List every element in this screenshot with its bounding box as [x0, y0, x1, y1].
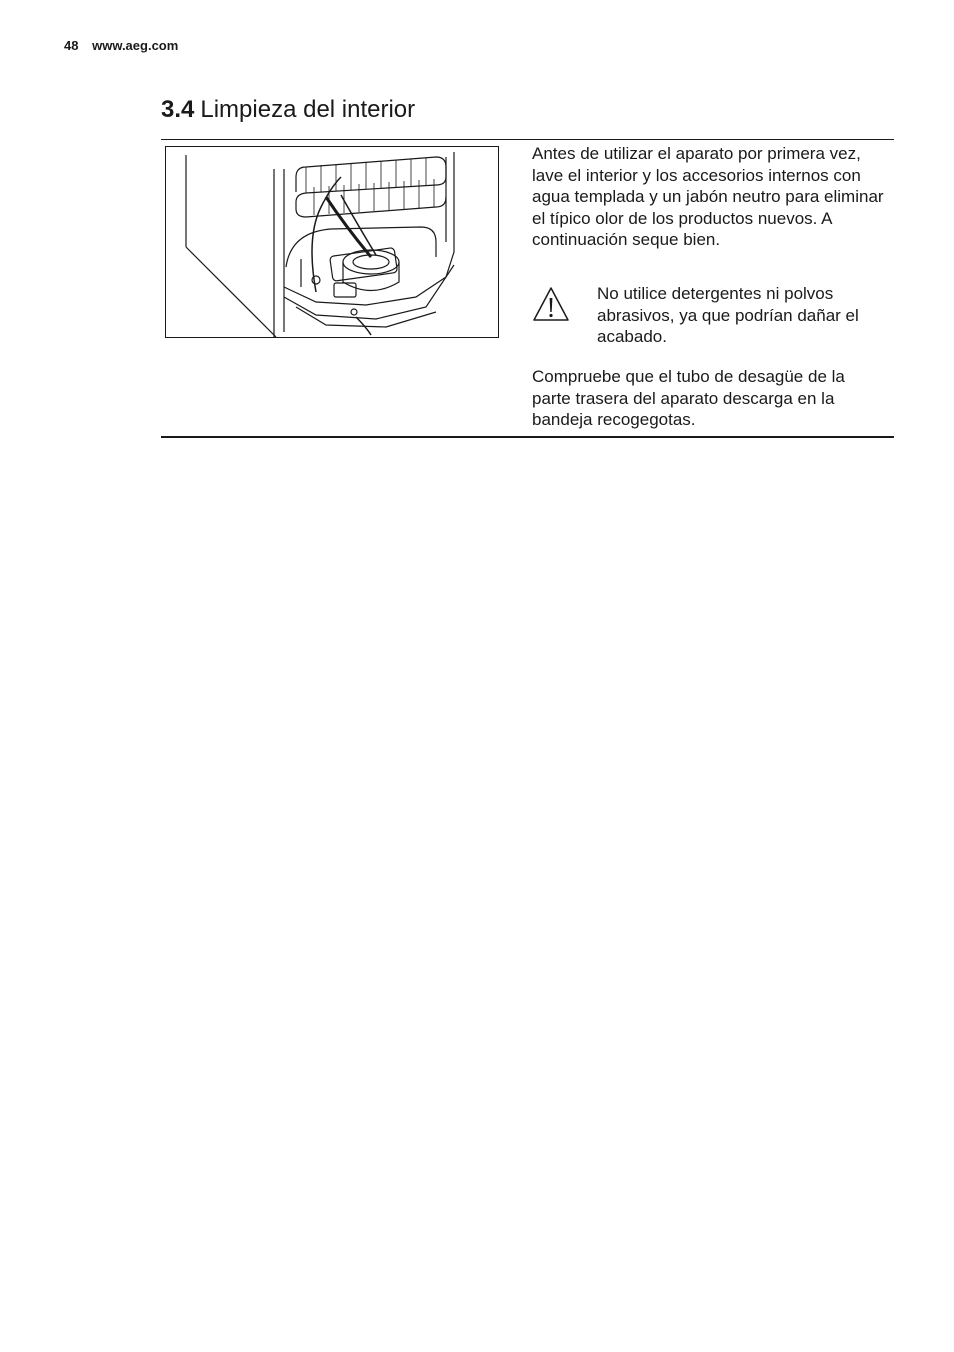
- drain-check-paragraph: Compruebe que el tubo de desagüe de la parte trasera del aparato descarga en la bandeja recogegotas.: [532, 367, 845, 429]
- warning-triangle-icon: [532, 286, 570, 322]
- section-title: [161, 96, 415, 124]
- page-number: 48: [64, 38, 79, 53]
- section-title-text: Limpieza del interior: [200, 96, 416, 123]
- refrigerator-drain-illustration: [165, 146, 499, 338]
- warning-text: No utilice detergentes ni polvos abrasivos, ya que podrían dañar el acabado.: [597, 284, 859, 346]
- section-number: 3.4: [161, 96, 195, 123]
- website-link[interactable]: www.aeg.com: [92, 38, 179, 53]
- page-header: [64, 38, 178, 53]
- top-rule: [161, 139, 894, 140]
- bottom-rule: [161, 436, 894, 438]
- intro-paragraph: Antes de utilizar el aparato por primera vez, lave el interior y los accesorios internos con agua templada y un jabón neutro para eliminar el típico olor de los productos nuevos. A continuación seque bien.: [532, 144, 884, 249]
